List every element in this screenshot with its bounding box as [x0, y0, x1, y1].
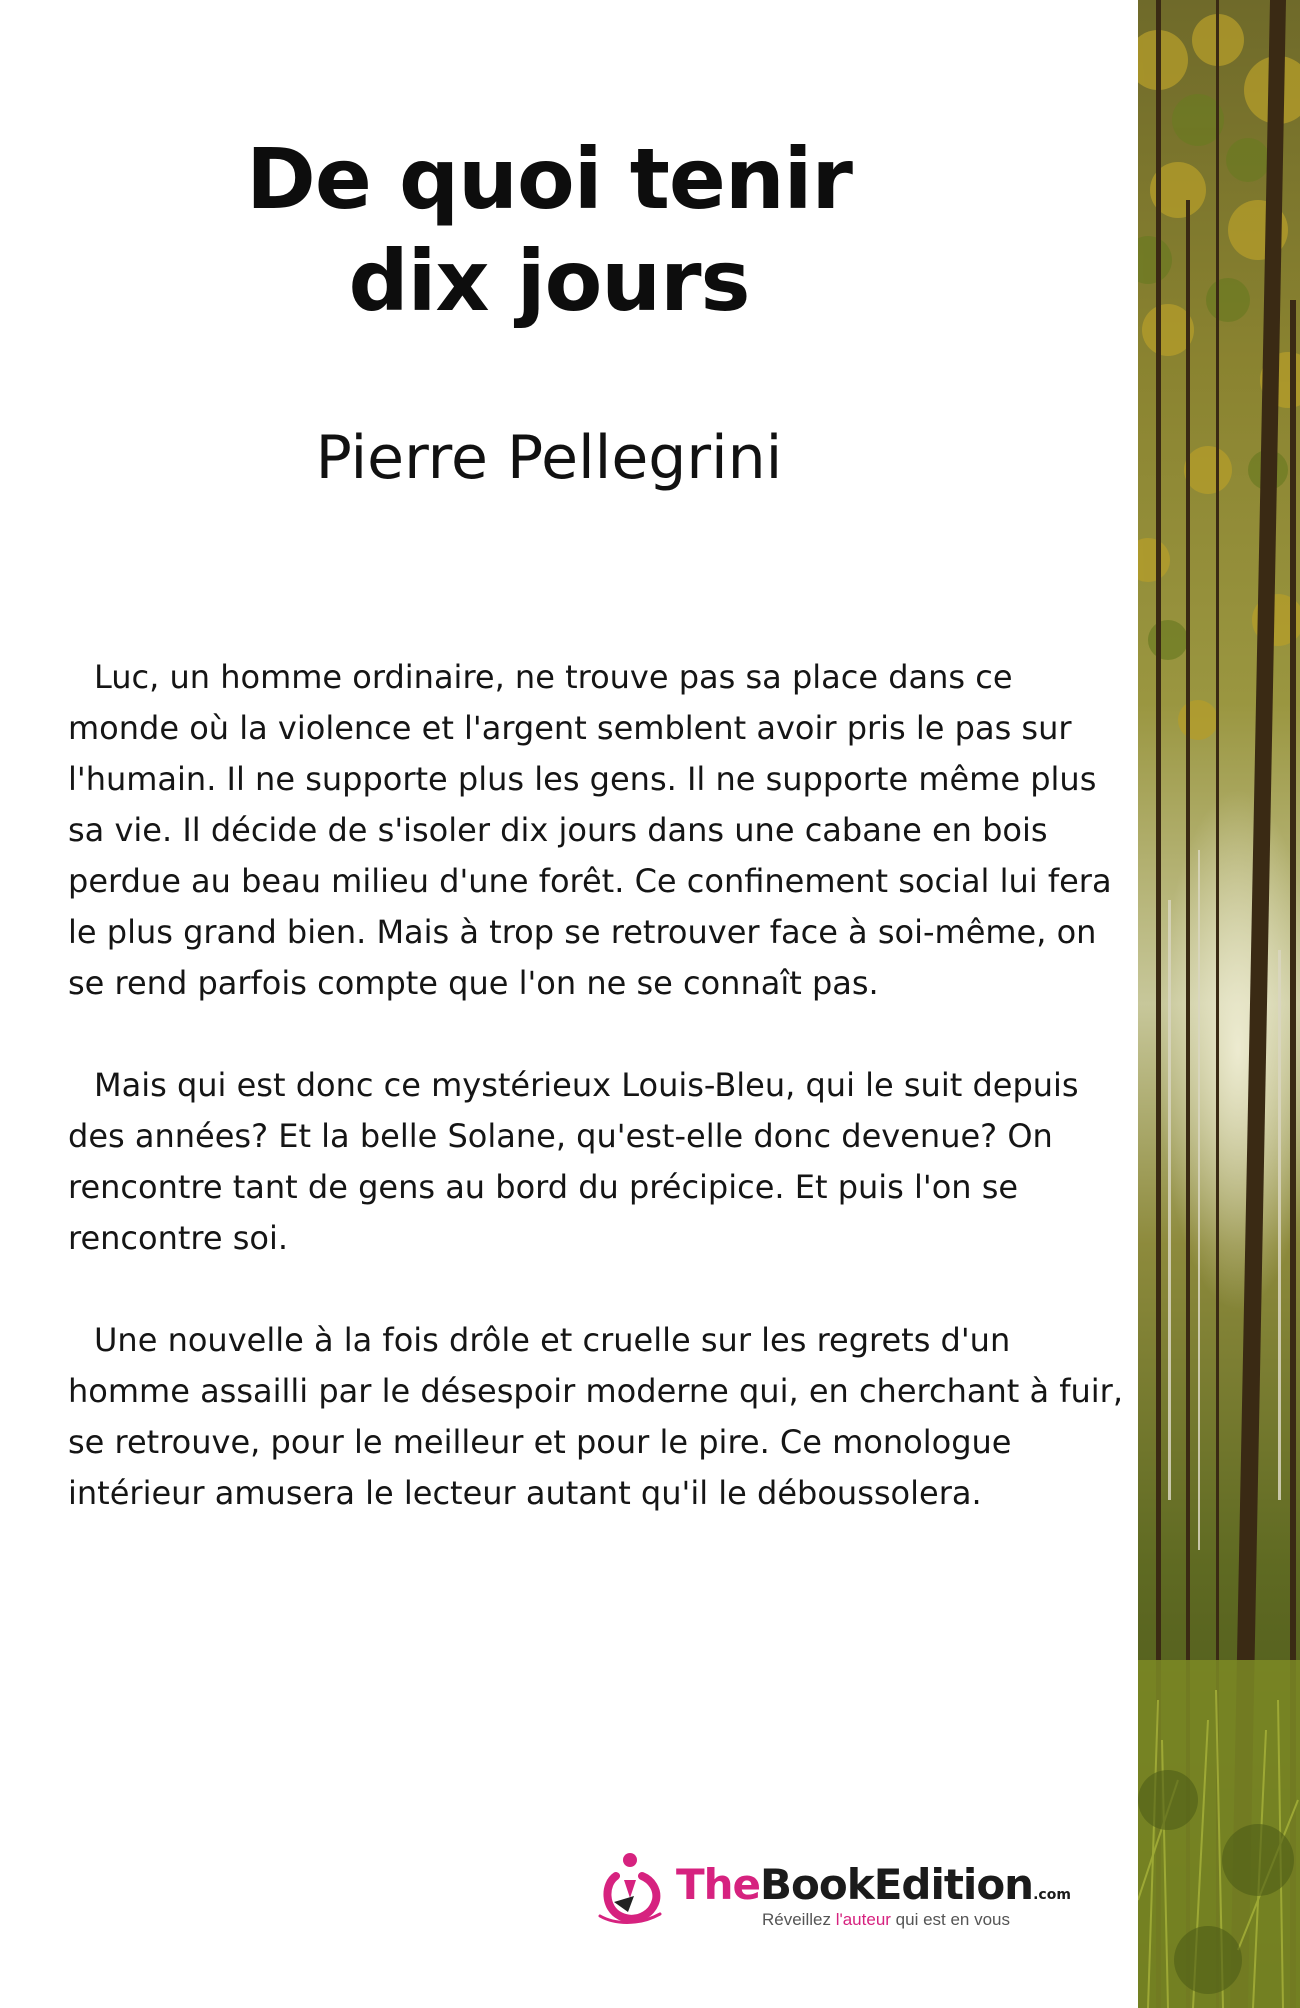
- blurb-paragraph-2: Mais qui est donc ce mystérieux Louis-Bleu, qui le suit depuis des années? Et la belle Solane, qu'est-elle donc devenue? On rencontre tant de gens au bord du précipice. Et puis l'on se rencontre soi.: [68, 1066, 1079, 1257]
- tagline-accent: l'auteur: [835, 1910, 891, 1929]
- blurb: [68, 652, 1128, 1519]
- publisher-wordmark: [676, 1860, 1071, 1909]
- blurb-paragraph-3: Une nouvelle à la fois drôle et cruelle sur les regrets d'un homme assailli par le désespoir moderne qui, en cherchant à fuir, se retrouve, pour le meilleur et pour le pire. Ce monologue intérieur amusera le lecteur autant qu'il le déboussolera.: [68, 1321, 1123, 1512]
- tagline-end: qui est en vous: [890, 1910, 1011, 1929]
- publisher-name-the: The: [676, 1860, 761, 1909]
- book-title-line-1: De quoi tenir: [246, 130, 852, 228]
- forest-photo: [1138, 0, 1300, 2008]
- publisher-tagline: [762, 1910, 1010, 1930]
- publisher-logo: [594, 1850, 1094, 1940]
- publisher-name-bookedition: BookEdition: [760, 1860, 1034, 1909]
- tagline-start: Réveillez: [762, 1910, 836, 1929]
- pen-person-icon: [594, 1850, 666, 1930]
- author-name: Pierre Pellegrini: [315, 423, 783, 493]
- blurb-paragraph-1: Luc, un homme ordinaire, ne trouve pas sa place dans ce monde où la violence et l'argent semblent avoir pris le pas sur l'humain. Il ne supporte plus les gens. Il ne supporte même plus sa vie. Il décide de s'isoler dix jours dans une cabane en bois perdue au beau milieu d'une forêt. Ce confinement social lui fera le plus grand bien. Mais à trop se retrouver face à soi-même, on se rend parfois compte que l'on ne se connaît pas.: [68, 658, 1112, 1002]
- forest-illustration: [1138, 0, 1300, 2008]
- publisher-name-suffix: .com: [1033, 1887, 1071, 1903]
- book-title-line-2: dix jours: [348, 232, 750, 331]
- book-title: [0, 128, 1098, 333]
